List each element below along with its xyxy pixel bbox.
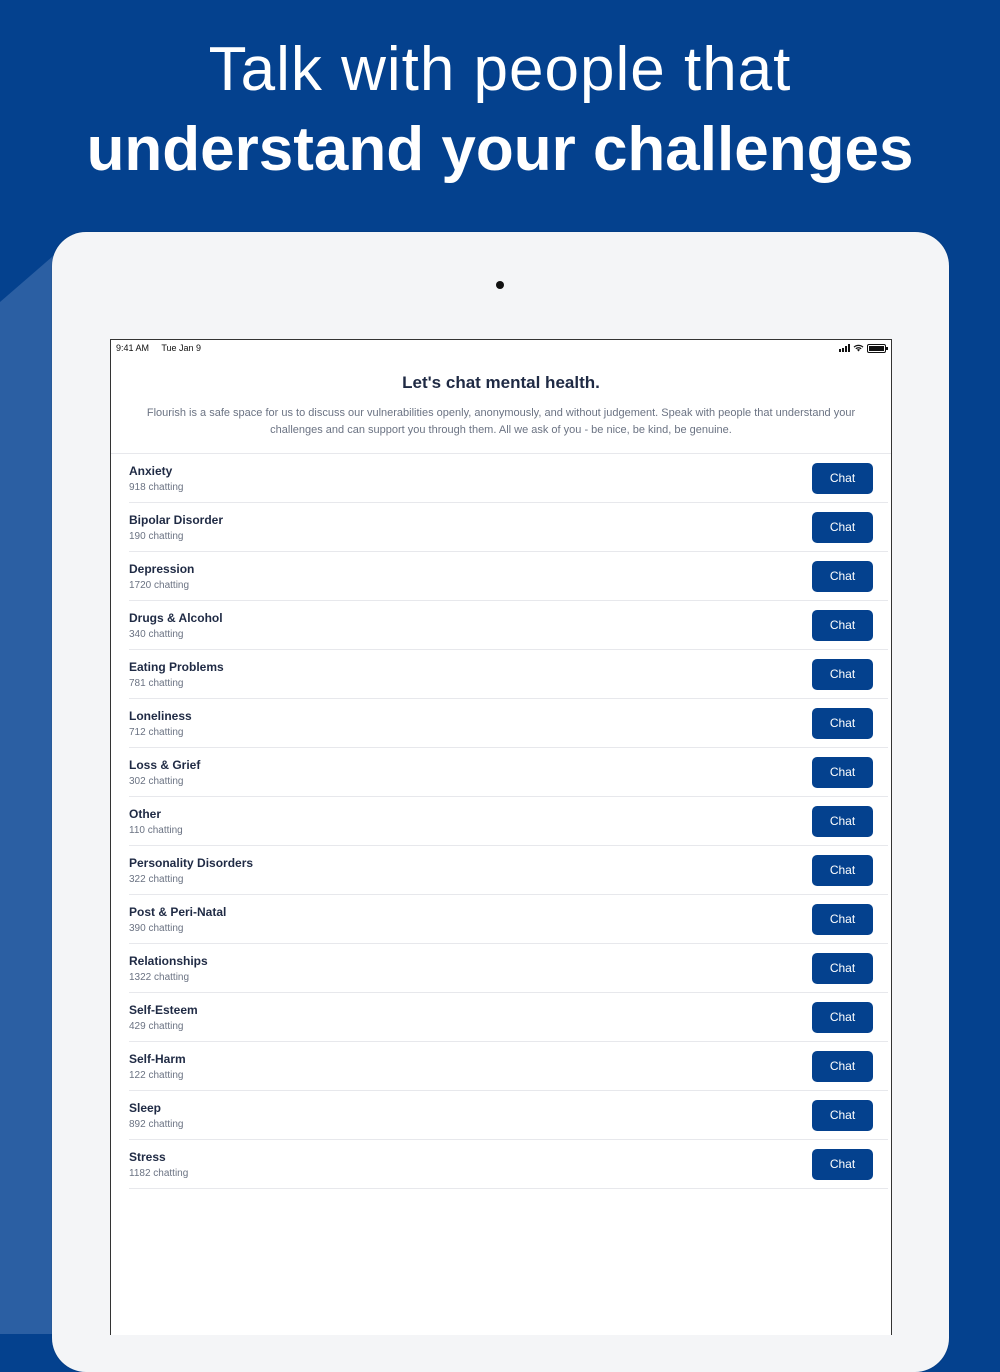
topic-count: 340 chatting xyxy=(129,628,184,640)
battery-icon xyxy=(867,344,886,353)
topic-name: Relationships xyxy=(129,953,208,968)
topic-name: Bipolar Disorder xyxy=(129,512,224,527)
topic-text xyxy=(129,954,208,983)
topic-name: Eating Problems xyxy=(129,659,224,674)
topic-text xyxy=(129,562,194,591)
topic-name: Anxiety xyxy=(129,463,173,478)
topic-name: Depression xyxy=(129,561,195,576)
topic-text xyxy=(129,856,253,885)
list-item xyxy=(129,699,888,748)
topic-name: Personality Disorders xyxy=(129,855,254,870)
page-title: Let's chat mental health. xyxy=(402,373,600,392)
promo-headline xyxy=(0,30,1000,190)
topic-name: Loss & Grief xyxy=(129,757,201,772)
topic-name: Drugs & Alcohol xyxy=(129,610,223,625)
list-item xyxy=(129,748,888,797)
chat-button[interactable]: Chat xyxy=(812,806,873,837)
app-screen xyxy=(110,339,892,1335)
topic-text xyxy=(129,1003,198,1032)
status-date: Tue Jan 9 xyxy=(161,343,202,353)
topic-text xyxy=(129,807,183,836)
list-item xyxy=(129,650,888,699)
topic-count: 110 chatting xyxy=(129,824,183,836)
topic-text xyxy=(129,464,184,493)
chat-button[interactable]: Chat xyxy=(812,610,873,641)
background-accent xyxy=(0,250,60,1334)
chat-button[interactable]: Chat xyxy=(812,561,873,592)
topic-count: 1182 chatting xyxy=(129,1167,189,1179)
topic-text xyxy=(129,611,223,640)
topic-count: 390 chatting xyxy=(129,922,184,934)
topic-count: 302 chatting xyxy=(129,775,184,787)
list-item xyxy=(129,846,888,895)
topic-text xyxy=(129,709,192,738)
topic-name: Loneliness xyxy=(129,708,192,723)
topic-name: Self-Esteem xyxy=(129,1002,198,1017)
chat-button[interactable]: Chat xyxy=(812,659,873,690)
list-item xyxy=(129,993,888,1042)
topic-name: Other xyxy=(129,806,162,821)
list-item xyxy=(129,1042,888,1091)
topic-text xyxy=(129,1052,186,1081)
topic-count: 190 chatting xyxy=(129,530,184,542)
signal-icon xyxy=(839,344,850,352)
list-item xyxy=(129,454,888,503)
topic-text xyxy=(129,905,226,934)
topic-text xyxy=(129,660,224,689)
topic-count: 781 chatting xyxy=(129,677,184,689)
list-item xyxy=(129,1140,888,1189)
wifi-icon xyxy=(853,344,864,352)
chat-button[interactable]: Chat xyxy=(812,1051,873,1082)
list-item xyxy=(129,552,888,601)
page-description: Flourish is a safe space for us to discuss our vulnerabilities openly, anonymously, and without judgement. Speak with people that understand your challenges and can support you through them. All we ask of you - be nice, be kind, be genuine. xyxy=(146,407,856,436)
topic-name: Self-Harm xyxy=(129,1051,186,1066)
topic-text xyxy=(129,1101,184,1130)
list-item xyxy=(129,797,888,846)
chat-button[interactable]: Chat xyxy=(812,708,873,739)
list-item xyxy=(129,503,888,552)
topic-count: 712 chatting xyxy=(129,726,184,738)
chat-button[interactable]: Chat xyxy=(812,904,873,935)
chat-button[interactable]: Chat xyxy=(812,1100,873,1131)
chat-button[interactable]: Chat xyxy=(812,1149,873,1180)
topic-text xyxy=(129,1150,188,1179)
topic-count: 122 chatting xyxy=(129,1069,184,1081)
chat-button[interactable]: Chat xyxy=(812,512,873,543)
chat-button[interactable]: Chat xyxy=(812,757,873,788)
list-item xyxy=(129,944,888,993)
tablet-camera xyxy=(496,281,504,289)
topic-count: 892 chatting xyxy=(129,1118,184,1130)
topic-count: 322 chatting xyxy=(129,873,184,885)
list-item xyxy=(129,601,888,650)
topic-name: Stress xyxy=(129,1149,166,1164)
topic-name: Sleep xyxy=(129,1100,162,1115)
topic-list xyxy=(111,454,891,1189)
topic-count: 1322 chatting xyxy=(129,971,190,983)
chat-button[interactable]: Chat xyxy=(812,463,873,494)
chat-button[interactable]: Chat xyxy=(812,855,873,886)
topic-count: 1720 chatting xyxy=(129,579,190,591)
topic-text xyxy=(129,513,223,542)
headline-line-2: understand your challenges xyxy=(86,115,914,184)
chat-button[interactable]: Chat xyxy=(812,1002,873,1033)
status-time: 9:41 AM xyxy=(116,343,150,353)
status-bar xyxy=(111,340,891,356)
topic-count: 429 chatting xyxy=(129,1020,184,1032)
chat-button[interactable]: Chat xyxy=(812,953,873,984)
headline-line-1: Talk with people that xyxy=(208,35,792,104)
list-item xyxy=(129,1091,888,1140)
list-item xyxy=(129,895,888,944)
topic-count: 918 chatting xyxy=(129,481,184,493)
topic-text xyxy=(129,758,200,787)
topic-name: Post & Peri-Natal xyxy=(129,904,227,919)
